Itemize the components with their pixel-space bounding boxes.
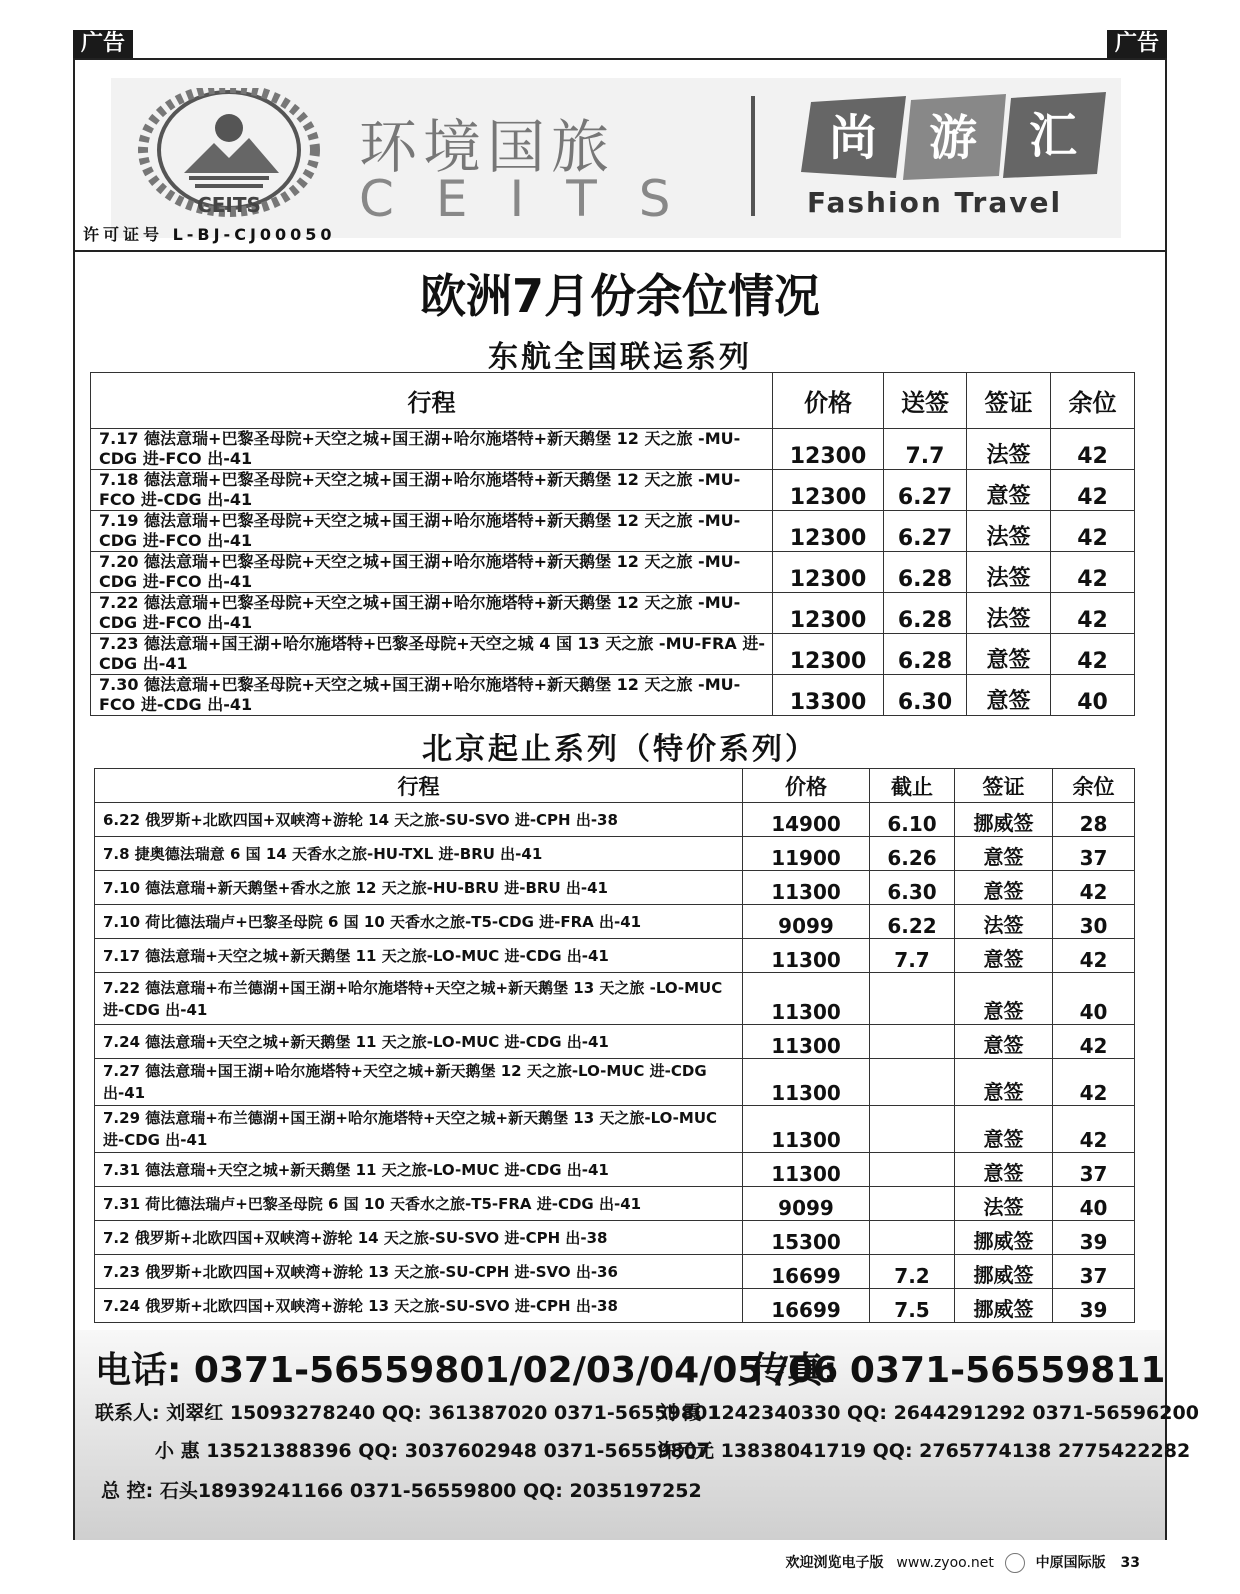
header-price: 价格 bbox=[773, 373, 884, 429]
table-row bbox=[91, 552, 1135, 593]
table-row bbox=[95, 1289, 1135, 1323]
deadline-cell bbox=[870, 1221, 955, 1255]
route-cell: 7.17 德法意瑞+天空之城+新天鹅堡 11 天之旅-LO-MUC 进-CDG 出-41 bbox=[95, 939, 743, 973]
page-number: 33 bbox=[1120, 1555, 1140, 1571]
price-cell: 11300 bbox=[743, 1025, 870, 1059]
route-cell: 7.31 德法意瑞+天空之城+新天鹅堡 11 天之旅-LO-MUC 进-CDG 出-41 bbox=[95, 1153, 743, 1187]
seats-cell: 28 bbox=[1053, 803, 1135, 837]
route-cell: 7.20 德法意瑞+巴黎圣母院+天空之城+国王湖+哈尔施塔特+新天鹅堡 12 天之旅 -MU-CDG 进-FCO 出-41 bbox=[91, 552, 773, 593]
route-cell: 7.10 德法意瑞+新天鹅堡+香水之旅 12 天之旅-HU-BRU 进-BRU 出-41 bbox=[95, 871, 743, 905]
deadline-cell: 7.5 bbox=[870, 1289, 955, 1323]
table-row bbox=[95, 1106, 1135, 1153]
route-cell: 7.22 德法意瑞+巴黎圣母院+天空之城+国王湖+哈尔施塔特+新天鹅堡 12 天之旅 -MU-CDG 进-FCO 出-41 bbox=[91, 593, 773, 634]
seats-cell: 42 bbox=[1051, 470, 1135, 511]
table-row bbox=[95, 1255, 1135, 1289]
visa-cell: 挪威签 bbox=[955, 1255, 1053, 1289]
seats-cell: 37 bbox=[1053, 1153, 1135, 1187]
deadline-cell: 6.30 bbox=[870, 871, 955, 905]
send-cell: 6.27 bbox=[884, 511, 967, 552]
seats-cell: 37 bbox=[1053, 837, 1135, 871]
seats-cell: 37 bbox=[1053, 1255, 1135, 1289]
route-cell: 7.24 俄罗斯+北欧四国+双峡湾+游轮 13 天之旅-SU-SVO 进-CPH 出-38 bbox=[95, 1289, 743, 1323]
edition-name: 中原国际版 bbox=[1035, 1555, 1106, 1571]
price-cell: 11300 bbox=[743, 939, 870, 973]
route-cell: 7.19 德法意瑞+巴黎圣母院+天空之城+国王湖+哈尔施塔特+新天鹅堡 12 天之旅 -MU-CDG 进-FCO 出-41 bbox=[91, 511, 773, 552]
price-cell: 12300 bbox=[773, 470, 884, 511]
deadline-cell: 6.22 bbox=[870, 905, 955, 939]
table-row bbox=[95, 1187, 1135, 1221]
route-cell: 7.18 德法意瑞+巴黎圣母院+天空之城+国王湖+哈尔施塔特+新天鹅堡 12 天之旅 -MU-FCO 进-CDG 出-41 bbox=[91, 470, 773, 511]
table-row bbox=[95, 1059, 1135, 1106]
route-cell: 7.23 德法意瑞+国王湖+哈尔施塔特+巴黎圣母院+天空之城 4 国 13 天之旅 -MU-FRA 进-CDG 出-41 bbox=[91, 634, 773, 675]
logo-divider bbox=[751, 96, 755, 216]
red-logo-icon bbox=[1005, 1553, 1025, 1573]
route-cell: 7.2 俄罗斯+北欧四国+双峡湾+游轮 14 天之旅-SU-SVO 进-CPH 出-38 bbox=[95, 1221, 743, 1255]
send-cell: 6.30 bbox=[884, 675, 967, 716]
page-footer bbox=[786, 1552, 1140, 1573]
visa-cell: 法签 bbox=[967, 552, 1051, 593]
header-visa: 签证 bbox=[955, 769, 1053, 803]
company-name-cn: 环境国旅 bbox=[359, 113, 616, 181]
table-row bbox=[95, 973, 1135, 1025]
contact-line: 联系人: 刘翠红 15093278240 QQ: 361387020 0371-56559801 bbox=[95, 1402, 721, 1424]
ad-tag-right: 广告 bbox=[1107, 30, 1167, 58]
header-send: 送签 bbox=[884, 373, 967, 429]
section2-title: 北京起止系列（特价系列） bbox=[422, 732, 818, 767]
price-cell: 12300 bbox=[773, 552, 884, 593]
seats-cell: 39 bbox=[1053, 1289, 1135, 1323]
table-row bbox=[91, 511, 1135, 552]
table-row bbox=[95, 871, 1135, 905]
site-link[interactable]: www.zyoo.net bbox=[896, 1555, 994, 1571]
send-cell: 6.28 bbox=[884, 593, 967, 634]
price-cell: 15300 bbox=[743, 1221, 870, 1255]
deadline-cell: 6.26 bbox=[870, 837, 955, 871]
visa-cell: 意签 bbox=[955, 1025, 1053, 1059]
send-cell: 6.28 bbox=[884, 634, 967, 675]
send-cell: 6.27 bbox=[884, 470, 967, 511]
route-cell: 7.31 荷比德法瑞卢+巴黎圣母院 6 国 10 天香水之旅-T5-FRA 进-CDG 出-41 bbox=[95, 1187, 743, 1221]
price-cell: 11300 bbox=[743, 973, 870, 1025]
header-seats: 余位 bbox=[1053, 769, 1135, 803]
price-cell: 11300 bbox=[743, 1106, 870, 1153]
price-cell: 16699 bbox=[743, 1255, 870, 1289]
visa-cell: 意签 bbox=[955, 871, 1053, 905]
visa-cell: 意签 bbox=[955, 1153, 1053, 1187]
header-price: 价格 bbox=[743, 769, 870, 803]
visa-cell: 意签 bbox=[967, 470, 1051, 511]
price-cell: 11300 bbox=[743, 1059, 870, 1106]
visa-cell: 法签 bbox=[955, 905, 1053, 939]
deadline-cell bbox=[870, 973, 955, 1025]
deadline-cell: 7.7 bbox=[870, 939, 955, 973]
ceits-seal-icon bbox=[129, 88, 329, 218]
deadline-cell bbox=[870, 1153, 955, 1187]
seats-cell: 30 bbox=[1053, 905, 1135, 939]
send-cell: 6.28 bbox=[884, 552, 967, 593]
deadline-cell bbox=[870, 1025, 955, 1059]
ad-tag-left: 广告 bbox=[73, 30, 133, 58]
deadline-cell bbox=[870, 1187, 955, 1221]
price-cell: 16699 bbox=[743, 1289, 870, 1323]
table-row bbox=[91, 675, 1135, 716]
table-row bbox=[95, 1153, 1135, 1187]
visa-cell: 挪威签 bbox=[955, 803, 1053, 837]
visa-cell: 法签 bbox=[967, 429, 1051, 470]
seats-cell: 40 bbox=[1051, 675, 1135, 716]
seats-cell: 42 bbox=[1051, 552, 1135, 593]
seats-cell: 42 bbox=[1053, 1025, 1135, 1059]
table-row bbox=[91, 470, 1135, 511]
price-cell: 12300 bbox=[773, 511, 884, 552]
price-cell: 11300 bbox=[743, 1153, 870, 1187]
visa-cell: 法签 bbox=[955, 1187, 1053, 1221]
route-cell: 7.30 德法意瑞+巴黎圣母院+天空之城+国王湖+哈尔施塔特+新天鹅堡 12 天之旅 -MU-FCO 进-CDG 出-41 bbox=[91, 675, 773, 716]
route-cell: 7.17 德法意瑞+巴黎圣母院+天空之城+国王湖+哈尔施塔特+新天鹅堡 12 天之旅 -MU-CDG 进-FCO 出-41 bbox=[91, 429, 773, 470]
deadline-cell: 6.10 bbox=[870, 803, 955, 837]
header bbox=[75, 60, 1165, 252]
contact-line: 小 惠 13521388396 QQ: 3037602948 0371-56559807 bbox=[155, 1440, 711, 1462]
header-visa: 签证 bbox=[967, 373, 1051, 429]
visa-cell: 意签 bbox=[967, 634, 1051, 675]
seal-text: CEITS bbox=[197, 193, 261, 217]
brand-flags-logo bbox=[801, 92, 1111, 182]
price-cell: 13300 bbox=[773, 675, 884, 716]
header-seats: 余位 bbox=[1051, 373, 1135, 429]
deadline-cell bbox=[870, 1059, 955, 1106]
seats-cell: 40 bbox=[1053, 973, 1135, 1025]
seats-cell: 42 bbox=[1053, 1106, 1135, 1153]
visa-cell: 意签 bbox=[955, 1106, 1053, 1153]
brand-name-en: Fashion Travel bbox=[807, 186, 1063, 219]
logo-area bbox=[111, 78, 1121, 238]
route-cell: 7.29 德法意瑞+布兰德湖+国王湖+哈尔施塔特+天空之城+新天鹅堡 13 天之旅-LO-MUC 进-CDG 出-41 bbox=[95, 1106, 743, 1153]
route-cell: 7.22 德法意瑞+布兰德湖+国王湖+哈尔施塔特+天空之城+新天鹅堡 13 天之旅 -LO-MUC 进-CDG 出-41 bbox=[95, 973, 743, 1025]
contact-line: 许元元 13838041719 QQ: 2765774138 2775422282 bbox=[657, 1440, 1191, 1462]
route-cell: 7.27 德法意瑞+国王湖+哈尔施塔特+天空之城+新天鹅堡 12 天之旅-LO-MUC 进-CDG 出-41 bbox=[95, 1059, 743, 1106]
table-row bbox=[91, 429, 1135, 470]
table-row bbox=[91, 634, 1135, 675]
visa-cell: 意签 bbox=[967, 675, 1051, 716]
price-cell: 14900 bbox=[743, 803, 870, 837]
deadline-cell: 7.2 bbox=[870, 1255, 955, 1289]
welcome-text: 欢迎浏览电子版 bbox=[785, 1555, 884, 1571]
svg-text:游: 游 bbox=[928, 110, 978, 166]
route-cell: 7.10 荷比德法瑞卢+巴黎圣母院 6 国 10 天香水之旅-T5-CDG 进-FRA 出-41 bbox=[95, 905, 743, 939]
license-number: 许可证号 L-BJ-CJ00050 bbox=[83, 225, 336, 244]
price-cell: 12300 bbox=[773, 593, 884, 634]
route-cell: 7.8 捷奥德法瑞意 6 国 14 天香水之旅-HU-TXL 进-BRU 出-41 bbox=[95, 837, 743, 871]
visa-cell: 法签 bbox=[967, 511, 1051, 552]
phone-numbers: 电话: 0371-56559801/02/03/04/05 /06 bbox=[95, 1350, 839, 1391]
contact-footer bbox=[75, 1330, 1199, 1540]
seats-cell: 42 bbox=[1053, 939, 1135, 973]
seats-cell: 42 bbox=[1053, 871, 1135, 905]
seats-cell: 42 bbox=[1051, 511, 1135, 552]
price-cell: 12300 bbox=[773, 429, 884, 470]
visa-cell: 意签 bbox=[955, 1059, 1053, 1106]
section1-title: 东航全国联运系列 bbox=[488, 340, 752, 375]
visa-cell: 意签 bbox=[955, 837, 1053, 871]
price-cell: 12300 bbox=[773, 634, 884, 675]
visa-cell: 意签 bbox=[955, 973, 1053, 1025]
company-name-en: CEITS bbox=[359, 170, 713, 228]
section2-header-row bbox=[95, 769, 1135, 803]
seats-cell: 42 bbox=[1051, 634, 1135, 675]
seats-cell: 39 bbox=[1053, 1221, 1135, 1255]
svg-text:尚: 尚 bbox=[828, 110, 878, 166]
route-cell: 7.24 德法意瑞+天空之城+新天鹅堡 11 天之旅-LO-MUC 进-CDG 出-41 bbox=[95, 1025, 743, 1059]
header-route: 行程 bbox=[91, 373, 773, 429]
visa-cell: 意签 bbox=[955, 939, 1053, 973]
contact-line: 总 控: 石头18939241166 0371-56559800 QQ: 2035197252 bbox=[101, 1480, 702, 1502]
seats-cell: 42 bbox=[1051, 593, 1135, 634]
price-cell: 11900 bbox=[743, 837, 870, 871]
section2-table bbox=[94, 768, 1135, 1323]
table-row bbox=[95, 803, 1135, 837]
svg-text:汇: 汇 bbox=[1028, 108, 1078, 164]
send-cell: 7.7 bbox=[884, 429, 967, 470]
table-row bbox=[95, 1025, 1135, 1059]
visa-cell: 法签 bbox=[967, 593, 1051, 634]
contact-line: 刘 霞 1242340330 QQ: 2644291292 0371-56596200 bbox=[657, 1402, 1199, 1424]
deadline-cell bbox=[870, 1106, 955, 1153]
seats-cell: 40 bbox=[1053, 1187, 1135, 1221]
header-deadline: 截止 bbox=[870, 769, 955, 803]
table-row bbox=[95, 905, 1135, 939]
section1-table bbox=[90, 372, 1135, 716]
route-cell: 6.22 俄罗斯+北欧四国+双峡湾+游轮 14 天之旅-SU-SVO 进-CPH 出-38 bbox=[95, 803, 743, 837]
price-cell: 9099 bbox=[743, 905, 870, 939]
table-row bbox=[91, 593, 1135, 634]
table-row bbox=[95, 1221, 1135, 1255]
route-cell: 7.23 俄罗斯+北欧四国+双峡湾+游轮 13 天之旅-SU-CPH 进-SVO 出-36 bbox=[95, 1255, 743, 1289]
visa-cell: 挪威签 bbox=[955, 1221, 1053, 1255]
section1-header-row bbox=[91, 373, 1135, 429]
page-title: 欧洲7月份余位情况 bbox=[419, 269, 820, 323]
seats-cell: 42 bbox=[1051, 429, 1135, 470]
ad-frame bbox=[73, 58, 1199, 1540]
table-row bbox=[95, 939, 1135, 973]
seats-cell: 42 bbox=[1053, 1059, 1135, 1106]
fax-number: 传真: 0371-56559811 bbox=[751, 1350, 1166, 1391]
header-route: 行程 bbox=[95, 769, 743, 803]
visa-cell: 挪威签 bbox=[955, 1289, 1053, 1323]
table-row bbox=[95, 837, 1135, 871]
price-cell: 11300 bbox=[743, 871, 870, 905]
price-cell: 9099 bbox=[743, 1187, 870, 1221]
